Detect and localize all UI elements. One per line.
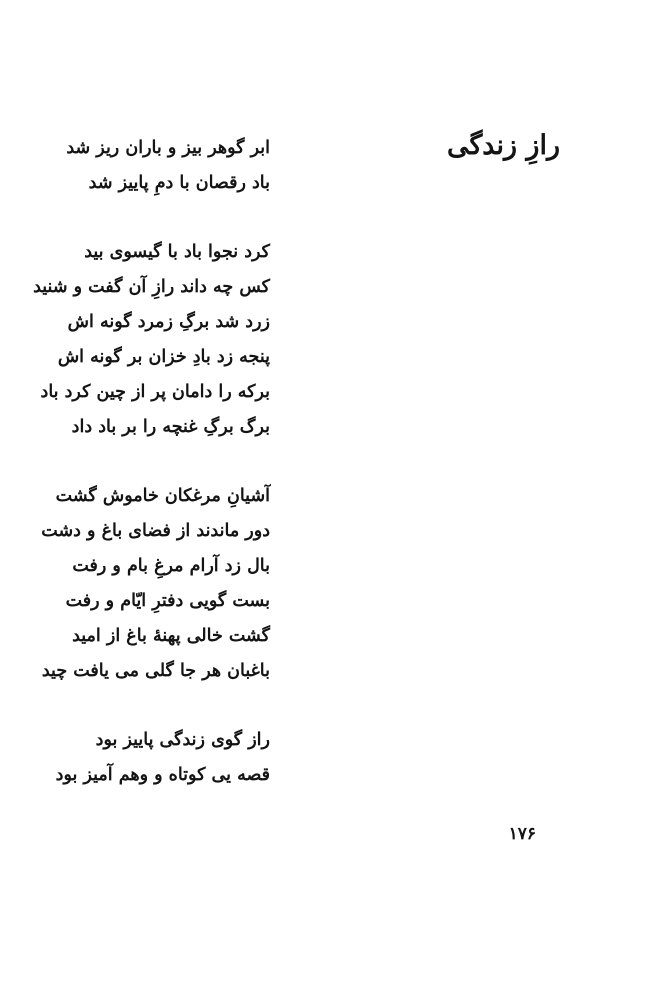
poem-line: بال زد آرام مرغِ بام و رفت [72,556,270,576]
poem-line: کس چه داند رازِ آن گفت و شنید [33,277,270,297]
poem-line: زرد شد برگِ زمرد گونه اش [67,312,270,332]
stanza-3 [20,484,270,694]
poem-title: رازِ زندگی [446,130,560,161]
poem-line: قصه یی کوتاه و وهم آمیز بود [55,765,270,785]
stanza-4 [20,728,270,798]
poem-line: گشت خالی پهنهٔ باغ از امید [72,626,270,646]
poem-body [20,136,270,798]
poem-line: پنجه زد بادِ خزان بر گونه اش [57,347,270,367]
page-number: ۱۷۶ [508,824,536,844]
stanza-1 [20,136,270,206]
poem-line: راز گوی زندگی پاییز بود [95,730,270,750]
poem-line: باغبان هر جا گلی می یافت چید [41,661,270,681]
poem-line: ابر گوهر بیز و باران ریز شد [66,138,270,158]
poem-line: باد رقصان با دمِ پاییز شد [88,173,270,193]
poem-line: برکه را دامان پر از چین کرد باد [40,382,270,402]
poem-line: دور ماندند از فضای باغ و دشت [41,521,270,541]
poem-line: کرد نجوا باد با گیسوی بید [84,242,270,262]
poem-line: آشیانِ مرغکان خاموش گشت [55,486,270,506]
stanza-2 [20,240,270,450]
poem-line: بست گویی دفترِ ایّام و رفت [65,591,270,611]
poem-line: برگ برگِ غنچه را بر باد داد [71,417,270,437]
